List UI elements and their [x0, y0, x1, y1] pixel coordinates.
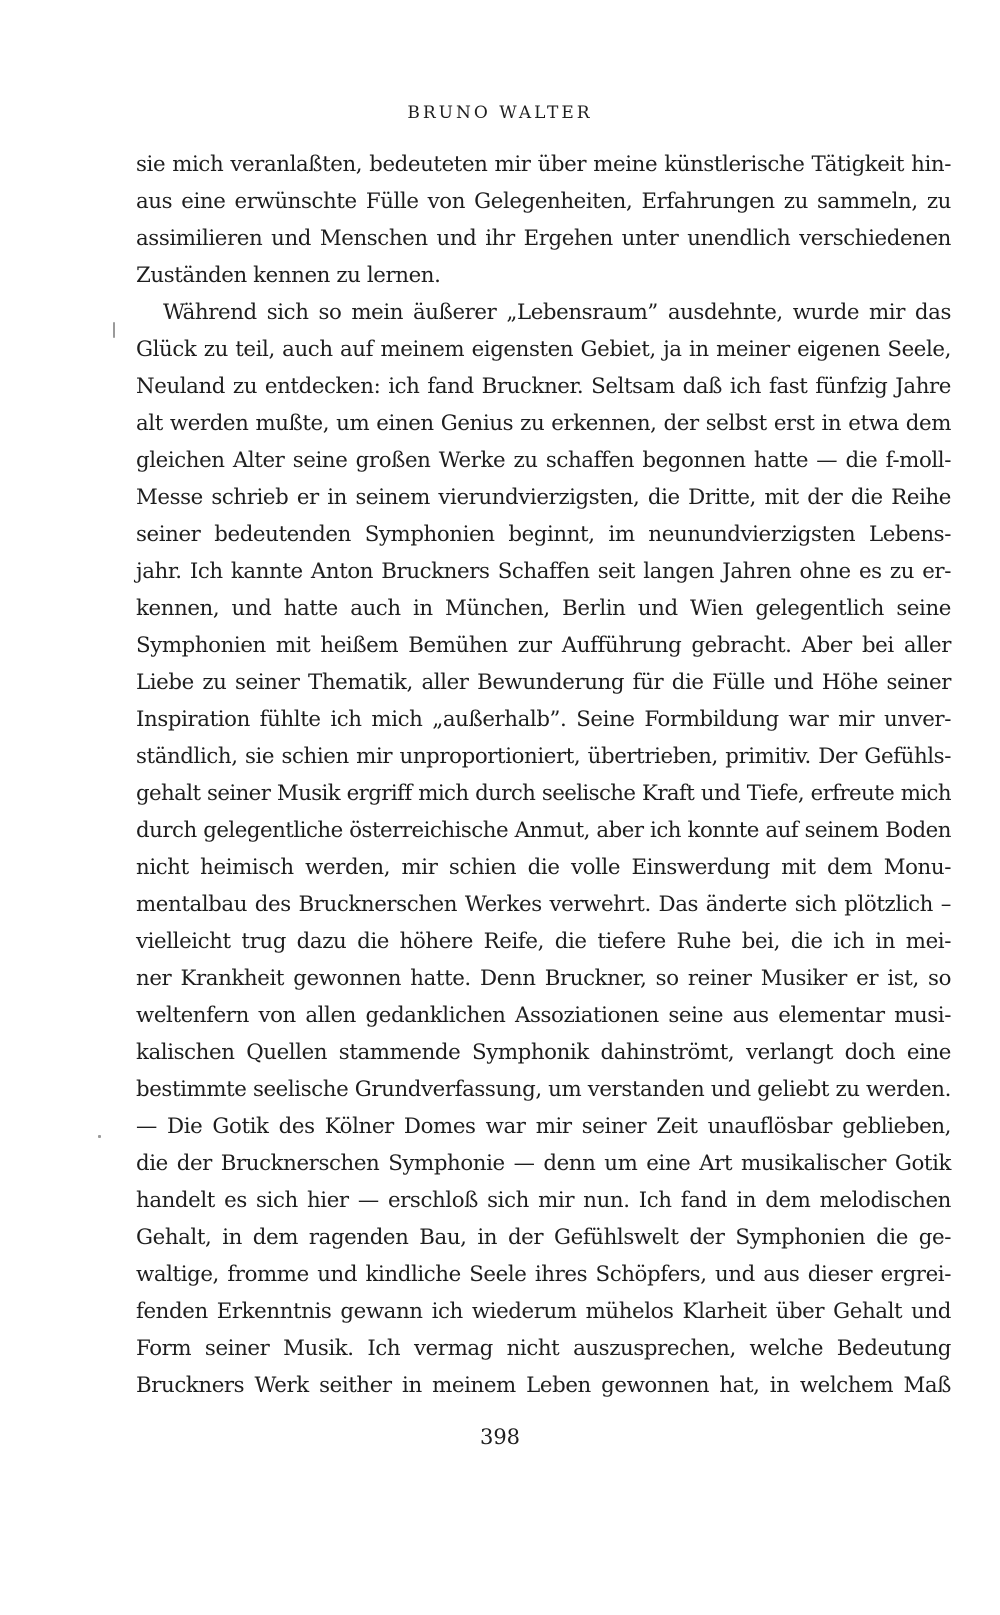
- text-line: gleichen Alter seine großen Werke zu schaffen begonnen hatte — die f-moll-: [136, 448, 951, 473]
- page-number: 398: [479, 1425, 521, 1449]
- paper-speck: [98, 1135, 101, 1138]
- text-line: Liebe zu seiner Thematik, aller Bewunderung für die Fülle und Höhe seiner: [136, 670, 951, 695]
- text-line: Form seiner Musik. Ich vermag nicht auszusprechen, welche Bedeutung: [136, 1336, 951, 1361]
- text-line: durch gelegentliche österreichische Anmut, aber ich konnte auf seinem Boden: [136, 818, 951, 843]
- text-line: bestimmte seelische Grundverfassung, um verstanden und geliebt zu werden.: [136, 1077, 951, 1102]
- text-line: sie mich veranlaßten, bedeuteten mir über meine künstlerische Tätigkeit hin-: [136, 152, 951, 177]
- text-line: Neuland zu entdecken: ich fand Bruckner. Seltsam daß ich fast fünfzig Jahre: [136, 374, 951, 399]
- text-line: handelt es sich hier — erschloß sich mir nun. Ich fand in dem melodischen: [136, 1188, 951, 1213]
- text-line: kalischen Quellen stammende Symphonik dahinströmt, verlangt doch eine: [136, 1040, 951, 1065]
- text-line: assimilieren und Menschen und ihr Ergehen unter unendlich verschiedenen: [136, 226, 951, 251]
- text-line: — Die Gotik des Kölner Domes war mir seiner Zeit unauflösbar geblieben,: [136, 1114, 951, 1139]
- text-line: Symphonien mit heißem Bemühen zur Aufführung gebracht. Aber bei aller: [136, 633, 951, 658]
- text-line: Während sich so mein äußerer „Lebensraum” ausdehnte, wurde mir das: [163, 300, 951, 325]
- text-line: gehalt seiner Musik ergriff mich durch seelische Kraft und Tiefe, erfreute mich: [136, 781, 951, 806]
- text-line: alt werden mußte, um einen Genius zu erkennen, der selbst erst in etwa dem: [136, 411, 951, 436]
- text-line: Glück zu teil, auch auf meinem eigensten Gebiet, ja in meiner eigenen Seele,: [136, 337, 951, 362]
- text-line: Zuständen kennen zu lernen.: [136, 263, 441, 288]
- text-line: waltige, fromme und kindliche Seele ihres Schöpfers, und aus dieser ergrei-: [136, 1262, 951, 1287]
- text-line: vielleicht trug dazu die höhere Reife, die tiefere Ruhe bei, die ich in mei-: [136, 929, 951, 954]
- text-line: Inspiration fühlte ich mich „außerhalb”. Seine Formbildung war mir unver-: [136, 707, 951, 732]
- paper-speck: [113, 322, 115, 338]
- text-line: ständlich, sie schien mir unproportioniert, übertrieben, primitiv. Der Gefühls-: [136, 744, 951, 769]
- text-line: seiner bedeutenden Symphonien beginnt, im neunundvierzigsten Lebens-: [136, 522, 951, 547]
- text-line: nicht heimisch werden, mir schien die volle Einswerdung mit dem Monu-: [136, 855, 951, 880]
- text-line: Gehalt, in dem ragenden Bau, in der Gefühlswelt der Symphonien die ge-: [136, 1225, 951, 1250]
- text-line: weltenfern von allen gedanklichen Assoziationen seine aus elementar musi-: [136, 1003, 951, 1028]
- text-line: die der Brucknerschen Symphonie — denn um eine Art musikalischer Gotik: [136, 1151, 951, 1176]
- text-line: jahr. Ich kannte Anton Bruckners Schaffen seit langen Jahren ohne es zu er-: [136, 559, 951, 584]
- text-line: fenden Erkenntnis gewann ich wiederum mühelos Klarheit über Gehalt und: [136, 1299, 951, 1324]
- text-line: ner Krankheit gewonnen hatte. Denn Bruckner, so reiner Musiker er ist, so: [136, 966, 951, 991]
- body-text: [136, 146, 951, 1404]
- text-line: kennen, und hatte auch in München, Berlin und Wien gelegentlich seine: [136, 596, 951, 621]
- text-line: aus eine erwünschte Fülle von Gelegenheiten, Erfahrungen zu sammeln, zu: [136, 189, 951, 214]
- running-head: BRUNO WALTER: [407, 103, 593, 123]
- text-line: Bruckners Werk seither in meinem Leben gewonnen hat, in welchem Maß: [136, 1373, 951, 1398]
- text-line: mentalbau des Brucknerschen Werkes verwehrt. Das änderte sich plötzlich –: [136, 892, 951, 917]
- text-line: Messe schrieb er in seinem vierundvierzigsten, die Dritte, mit der die Reihe: [136, 485, 951, 510]
